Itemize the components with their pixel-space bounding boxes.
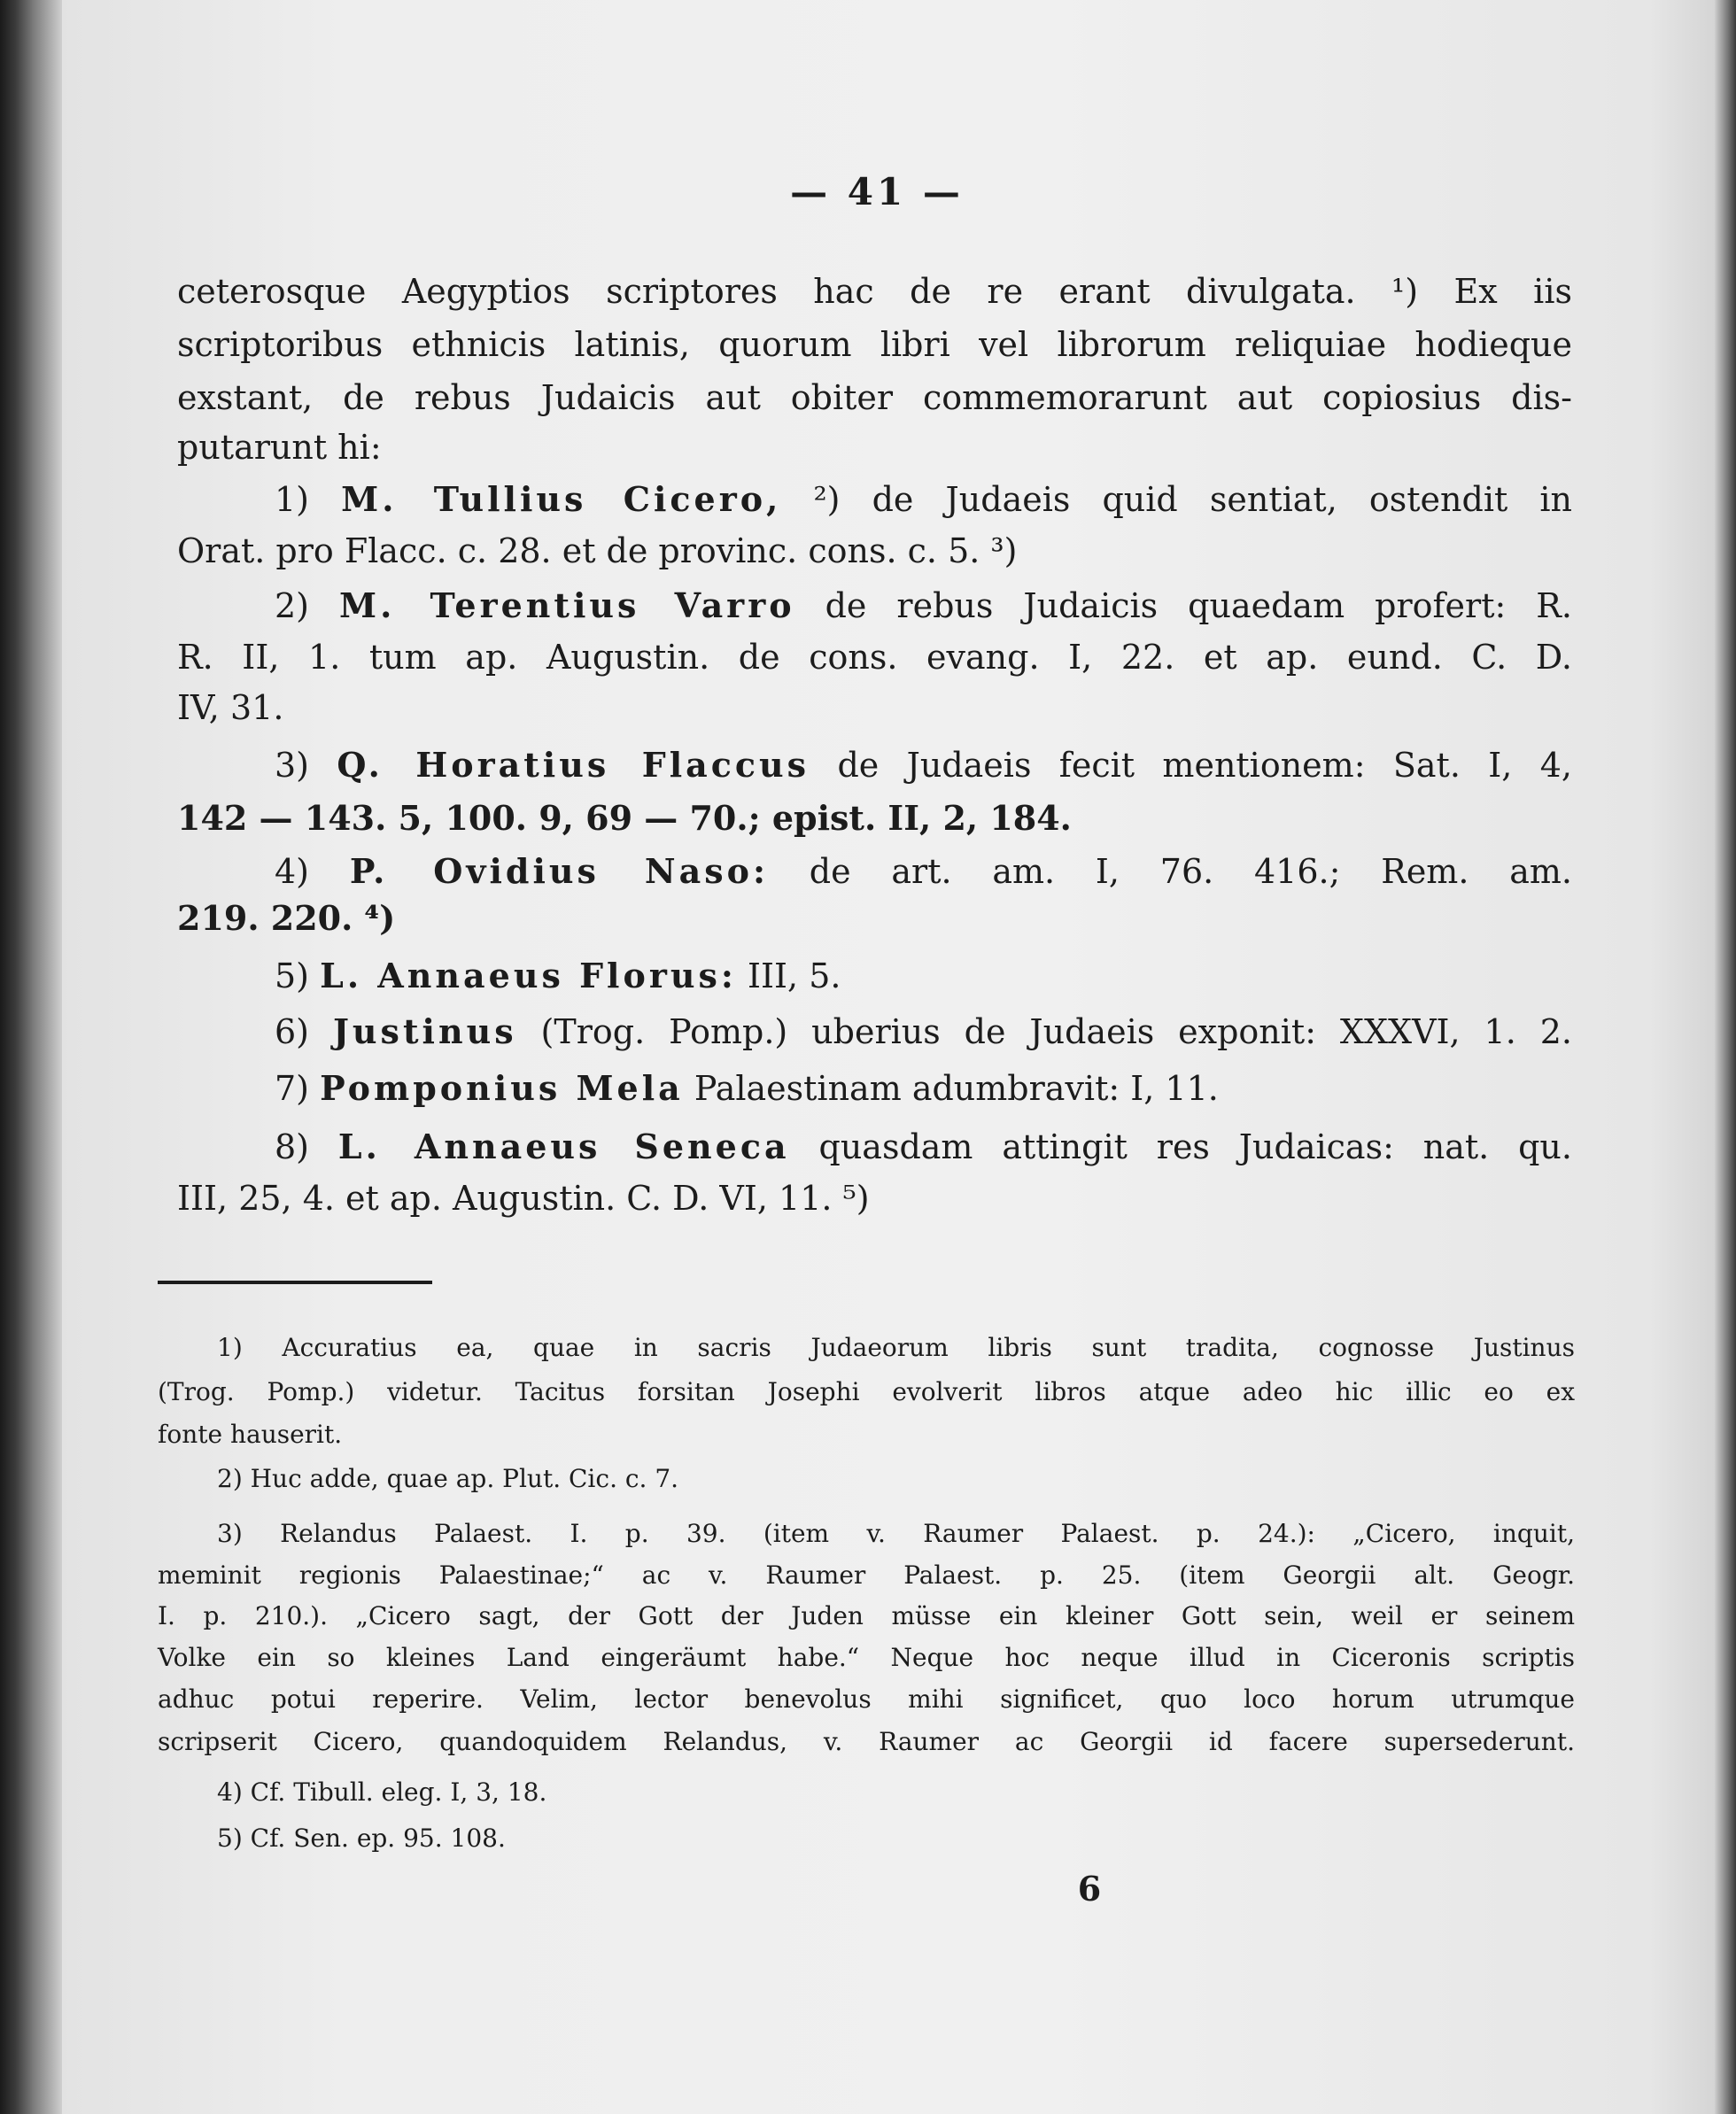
page-content [106, 0, 1692, 2114]
author-name: L. Annaeus Florus: [320, 956, 737, 995]
list-item [275, 1011, 1572, 1051]
list-item [275, 745, 1572, 785]
item-number: 4) [275, 852, 310, 891]
item-continuation: 142 — 143. 5, 100. 9, 69 — 70.; epist. II, 2, 184. [177, 798, 1072, 838]
footnote-line: fonte hauserit. [158, 1420, 343, 1449]
footnote-divider [158, 1281, 432, 1284]
list-item [275, 851, 1572, 891]
item-continuation: IV, 31. [177, 688, 284, 727]
footnote-line: adhuc potui reperire. Velim, lector benevolus mihi significet, quo loco horum utrumque [158, 1684, 1575, 1714]
item-number: 3) [275, 746, 310, 785]
item-number: 1) [275, 480, 310, 519]
author-name: L. Annaeus Seneca [337, 1127, 790, 1166]
list-item [275, 479, 1572, 519]
author-name: Pomponius Mela [320, 1068, 684, 1108]
item-continuation: R. II, 1. tum ap. Augustin. de cons. evang. I, 22. et ap. eund. C. D. [177, 638, 1572, 677]
item-number: 2) [275, 586, 310, 625]
footnote-line: scripserit Cicero, quandoquidem Relandus, v. Raumer ac Georgii id facere supersederunt. [158, 1727, 1575, 1756]
footnote-line: 1) Accuratius ea, quae in sacris Judaeorum libris sunt tradita, cognosse Justinus [217, 1333, 1575, 1362]
intro-line: exstant, de rebus Judaicis aut obiter commemorarunt aut copiosius dis- [177, 378, 1572, 417]
item-number: 7) [275, 1069, 310, 1108]
footnote-line: meminit regionis Palaestinae;“ ac v. Raumer Palaest. p. 25. (item Georgii alt. Geogr. [158, 1560, 1575, 1590]
item-number: 5) [275, 956, 310, 995]
signature-mark: 6 [1077, 1869, 1102, 1909]
list-item [275, 1127, 1572, 1166]
item-text: de rebus Judaicis quaedam profert: R. [825, 586, 1572, 625]
intro-line: ceterosque Aegyptios scriptores hac de re erant divulgata. ¹) Ex iis [177, 272, 1572, 311]
page-number: — 41 — [790, 170, 964, 213]
author-name: M. Terentius Varro [339, 585, 795, 625]
list-item [275, 956, 1572, 995]
list-item [275, 1068, 1572, 1108]
intro-line: scriptoribus ethnicis latinis, quorum libri vel librorum reliquiae hodieque [177, 325, 1572, 364]
list-item [275, 585, 1572, 625]
item-text: (Trog. Pomp.) uberius de Judaeis exponit: XXXVI, 1. 2. [540, 1012, 1572, 1051]
item-text: de Judaeis fecit mentionem: Sat. I, 4, [837, 746, 1572, 785]
item-number: 6) [275, 1012, 310, 1051]
intro-line: putarunt hi: [177, 428, 382, 467]
footnote-line: 2) Huc adde, quae ap. Plut. Cic. c. 7. [217, 1464, 679, 1493]
item-text: Palaestinam adumbravit: I, 11. [694, 1069, 1219, 1108]
book-gutter-shadow [0, 0, 62, 2114]
item-text: quasdam attingit res Judaicas: nat. qu. [818, 1127, 1572, 1166]
footnote-line: I. p. 210.). „Cicero sagt, der Gott der Juden müsse ein kleiner Gott sein, weil er seinem [158, 1601, 1575, 1630]
item-continuation: Orat. pro Flacc. c. 28. et de provinc. cons. c. 5. ³) [177, 531, 1018, 570]
author-name: Q. Horatius Flaccus [337, 745, 810, 785]
author-name: M. Tullius Cicero, [341, 479, 782, 519]
page-edge-shadow [1715, 0, 1736, 2114]
item-text: III, 5. [748, 956, 841, 995]
footnote-line: 3) Relandus Palaest. I. p. 39. (item v. Raumer Palaest. p. 24.): „Cicero, inquit, [217, 1519, 1575, 1548]
item-continuation: III, 25, 4. et ap. Augustin. C. D. VI, 11. ⁵) [177, 1179, 870, 1218]
footnote-line: 5) Cf. Sen. ep. 95. 108. [217, 1824, 506, 1853]
item-number: 8) [275, 1127, 310, 1166]
item-text: de art. am. I, 76. 416.; Rem. am. [809, 852, 1572, 891]
author-name: Justinus [332, 1011, 517, 1051]
footnote-line: 4) Cf. Tibull. eleg. I, 3, 18. [217, 1777, 547, 1807]
footnote-line: Volke ein so kleines Land eingeräumt habe.“ Neque hoc neque illud in Ciceronis scriptis [158, 1643, 1575, 1672]
footnote-line: (Trog. Pomp.) videtur. Tacitus forsitan Josephi evolverit libros atque adeo hic illic eo ex [158, 1377, 1575, 1406]
item-continuation: 219. 220. ⁴) [177, 898, 396, 938]
item-text: ²) de Judaeis quid sentiat, ostendit in [813, 480, 1572, 519]
author-name: P. Ovidius Naso: [349, 851, 769, 891]
